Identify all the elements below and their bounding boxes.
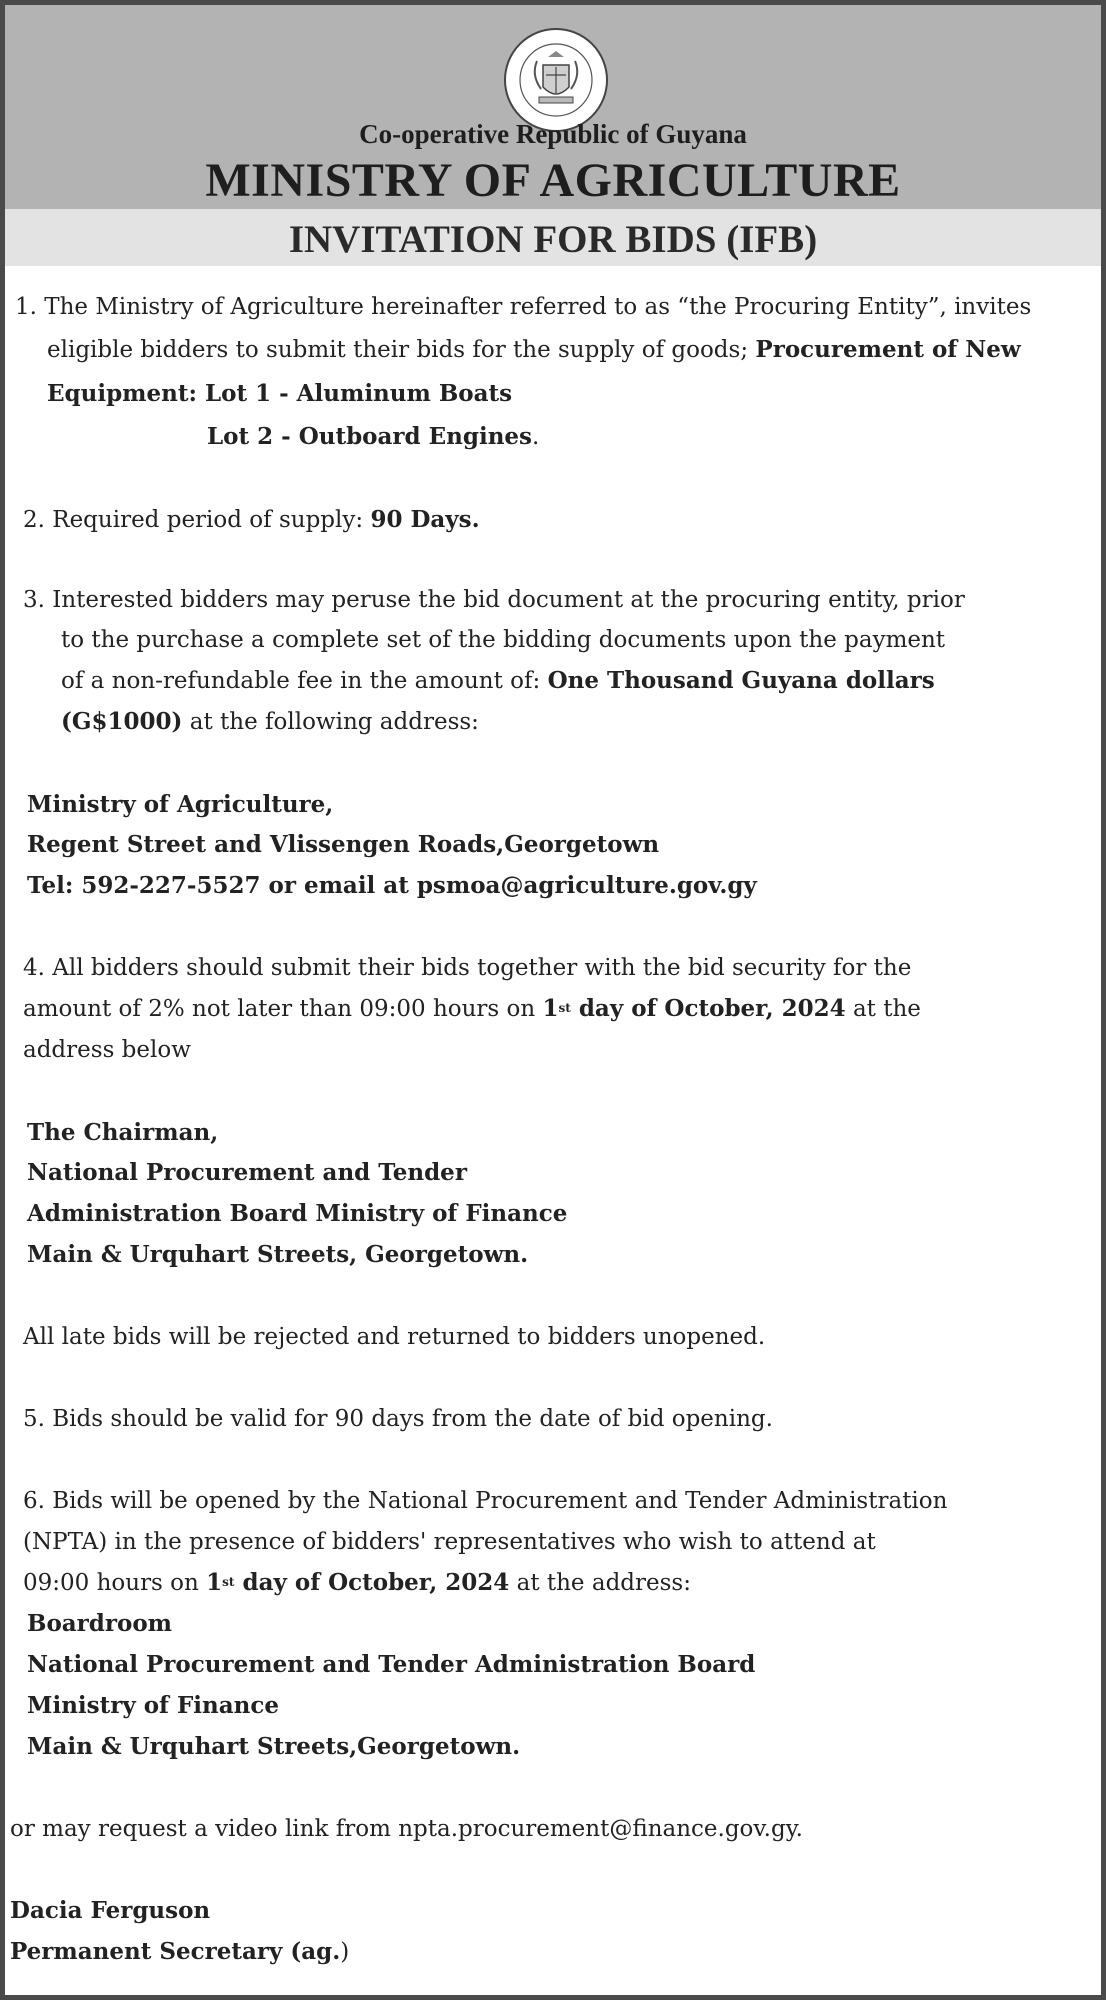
p3-line2: to the purchase a complete set of the bidding documents upon the payment: [61, 627, 946, 653]
p3-line4: [61, 707, 479, 737]
p1-line4: [207, 422, 539, 452]
address2-line4: Main & Urquhart Streets, Georgetown.: [27, 1241, 529, 1268]
p1-line3: Equipment: Lot 1 - Aluminum Boats: [47, 380, 513, 407]
address1-line1: Ministry of Agriculture,: [27, 791, 334, 818]
p6-date-rest: day of October, 2024: [234, 1569, 510, 1596]
p1-line4-end: .: [532, 424, 540, 450]
address1-line3: Tel: 592-227-5527 or email at psmoa@agriculture.gov.gy: [27, 872, 757, 899]
p1-line1: 1. The Ministry of Agriculture hereinafter referred to as “the Procuring Entity”, invites: [15, 294, 1032, 320]
ministry-seal-icon: [503, 27, 609, 133]
p2-bold: 90 Days.: [370, 506, 480, 533]
signatory-title: [10, 1937, 349, 1967]
p4-date-rest: day of October, 2024: [570, 995, 846, 1022]
p2-text: 2. Required period of supply:: [23, 507, 371, 533]
p6-date-suffix: st: [222, 1575, 235, 1589]
p4-date-day: 1: [542, 995, 559, 1022]
p3-line4-text: at the following address:: [182, 709, 479, 735]
address2-line3: Administration Board Ministry of Finance: [27, 1200, 568, 1227]
p1-line2: [47, 335, 1021, 365]
p6-line2: (NPTA) in the presence of bidders' representatives who wish to attend at: [23, 1529, 876, 1555]
p3-line3: [61, 666, 935, 696]
address1-line2: Regent Street and Vlissengen Roads,Georgetown: [27, 831, 660, 858]
p1-line4-bold: Lot 2 - Outboard Engines: [207, 423, 532, 450]
p4-line2: [23, 994, 921, 1024]
p3-line4-bold: (G$1000): [61, 708, 183, 735]
p4-date-suffix: st: [558, 1001, 571, 1015]
p6-ministry: Ministry of Finance: [27, 1692, 280, 1719]
signatory-title-end: ): [340, 1939, 350, 1965]
p3-line3-bold: One Thousand Guyana dollars: [547, 667, 935, 694]
p6-street: Main & Urquhart Streets,Georgetown.: [27, 1733, 521, 1760]
republic-name: Co-operative Republic of Guyana: [359, 119, 747, 149]
p6-line3-text: 09:00 hours on: [23, 1570, 207, 1596]
p4-line1: 4. All bidders should submit their bids together with the bid security for the: [23, 955, 912, 981]
p6-board-name: National Procurement and Tender Administration Board: [27, 1651, 756, 1678]
signatory-title-bold: Permanent Secretary (ag.: [10, 1938, 341, 1965]
p3-line1: 3. Interested bidders may peruse the bid document at the procuring entity, prior: [23, 587, 965, 613]
late-bids-note: All late bids will be rejected and returned to bidders unopened.: [23, 1324, 766, 1350]
address2-line2: National Procurement and Tender: [27, 1159, 467, 1186]
p1-line2-bold: Procurement of New: [755, 336, 1021, 363]
p6-date-day: 1: [206, 1569, 223, 1596]
p3-line3-text: of a non-refundable fee in the amount of:: [61, 668, 548, 694]
p1-line2-text: eligible bidders to submit their bids for the supply of goods;: [47, 337, 756, 363]
video-link-note: or may request a video link from npta.procurement@finance.gov.gy.: [10, 1816, 803, 1842]
p4-line3: address below: [23, 1037, 191, 1063]
address2-line1: The Chairman,: [27, 1119, 219, 1146]
p4-line2-end: at the: [845, 996, 921, 1022]
p6-line3: [23, 1568, 691, 1598]
p4-line2-text: amount of 2% not later than 09:00 hours on: [23, 996, 543, 1022]
signatory-name: Dacia Ferguson: [10, 1897, 211, 1924]
ministry-name: MINISTRY OF AGRICULTURE: [205, 154, 901, 207]
p6-boardroom: Boardroom: [27, 1610, 173, 1637]
p6-line1: 6. Bids will be opened by the National Procurement and Tender Administration: [23, 1488, 948, 1514]
p5-line: 5. Bids should be valid for 90 days from the date of bid opening.: [23, 1406, 773, 1432]
page-title: INVITATION FOR BIDS (IFB): [288, 218, 818, 261]
p6-line3-end: at the address:: [509, 1570, 691, 1596]
p2-line: [23, 505, 480, 535]
